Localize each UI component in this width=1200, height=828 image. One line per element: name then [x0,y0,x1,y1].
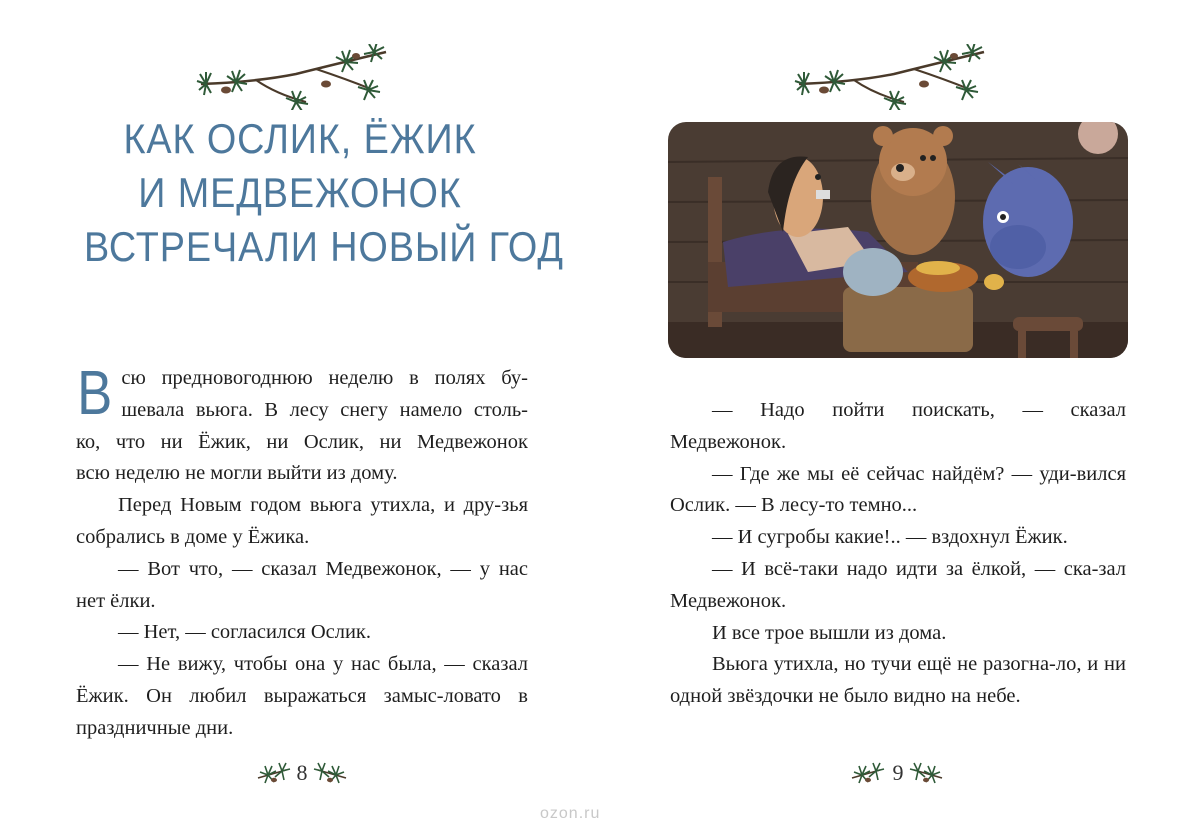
pine-sprig-icon [908,762,944,788]
text-line: всю неделю не могли выйти из дому. [76,462,398,485]
watermark: ozon.ru [540,805,601,822]
paragraph: — Надо пойти поискать, — сказал Медвежонок. [670,399,1126,453]
paragraph: Вьюга утихла, но тучи ещё не разогна-ло, и ни одной звёздочки не было видно на небе. [670,653,1126,708]
pine-branch-icon [794,44,994,110]
title-line: И МЕДВЕЖОНОК [138,169,462,216]
pine-sprig-icon [312,762,348,788]
right-body-text [670,395,1126,713]
story-title [84,112,564,274]
pine-branch-icon [196,44,396,110]
left-body-text [76,359,528,745]
text-line: шевала вьюга. В лесу снегу намело столь- [121,398,528,421]
paragraph: — Вот что, — сказал Медвежонок, — у нас нет ёлки. [76,557,528,612]
paragraph: — Где же мы её сейчас найдём? — уди-вился Ослик. — В лесу-то темно... [670,462,1126,517]
paragraph: И все трое вышли из дома. [712,621,947,644]
text-line: сю предновогоднюю неделю в полях бу- [121,367,528,389]
drop-cap: В [77,359,113,428]
paragraph: — Не вижу, чтобы она у нас была, — сказал Ёжик. Он любил выражаться замыс-ловато в праздничные дни. [76,653,528,739]
paragraph: — Нет, — согласился Ослик. [118,621,372,644]
paragraph: Перед Новым годом вьюга утихла, и дру-зья собрались в доме у Ёжика. [76,494,528,548]
page-number: 8 [296,760,308,785]
story-illustration [668,122,1128,358]
title-line: КАК ОСЛИК, ЁЖИК [123,115,477,162]
paragraph: — И всё-таки надо идти за ёлкой, — ска-зал Медвежонок. [670,557,1126,612]
page-number: 9 [892,760,904,785]
right-page [600,0,1200,828]
title-line: ВСТРЕЧАЛИ НОВЫЙ ГОД [84,223,564,270]
first-paragraph [76,359,528,490]
text-line: ко, что ни Ёжик, ни Ослик, ни Медвежонок [76,430,528,453]
paragraph: — И сугробы какие!.. — вздохнул Ёжик. [712,526,1068,549]
